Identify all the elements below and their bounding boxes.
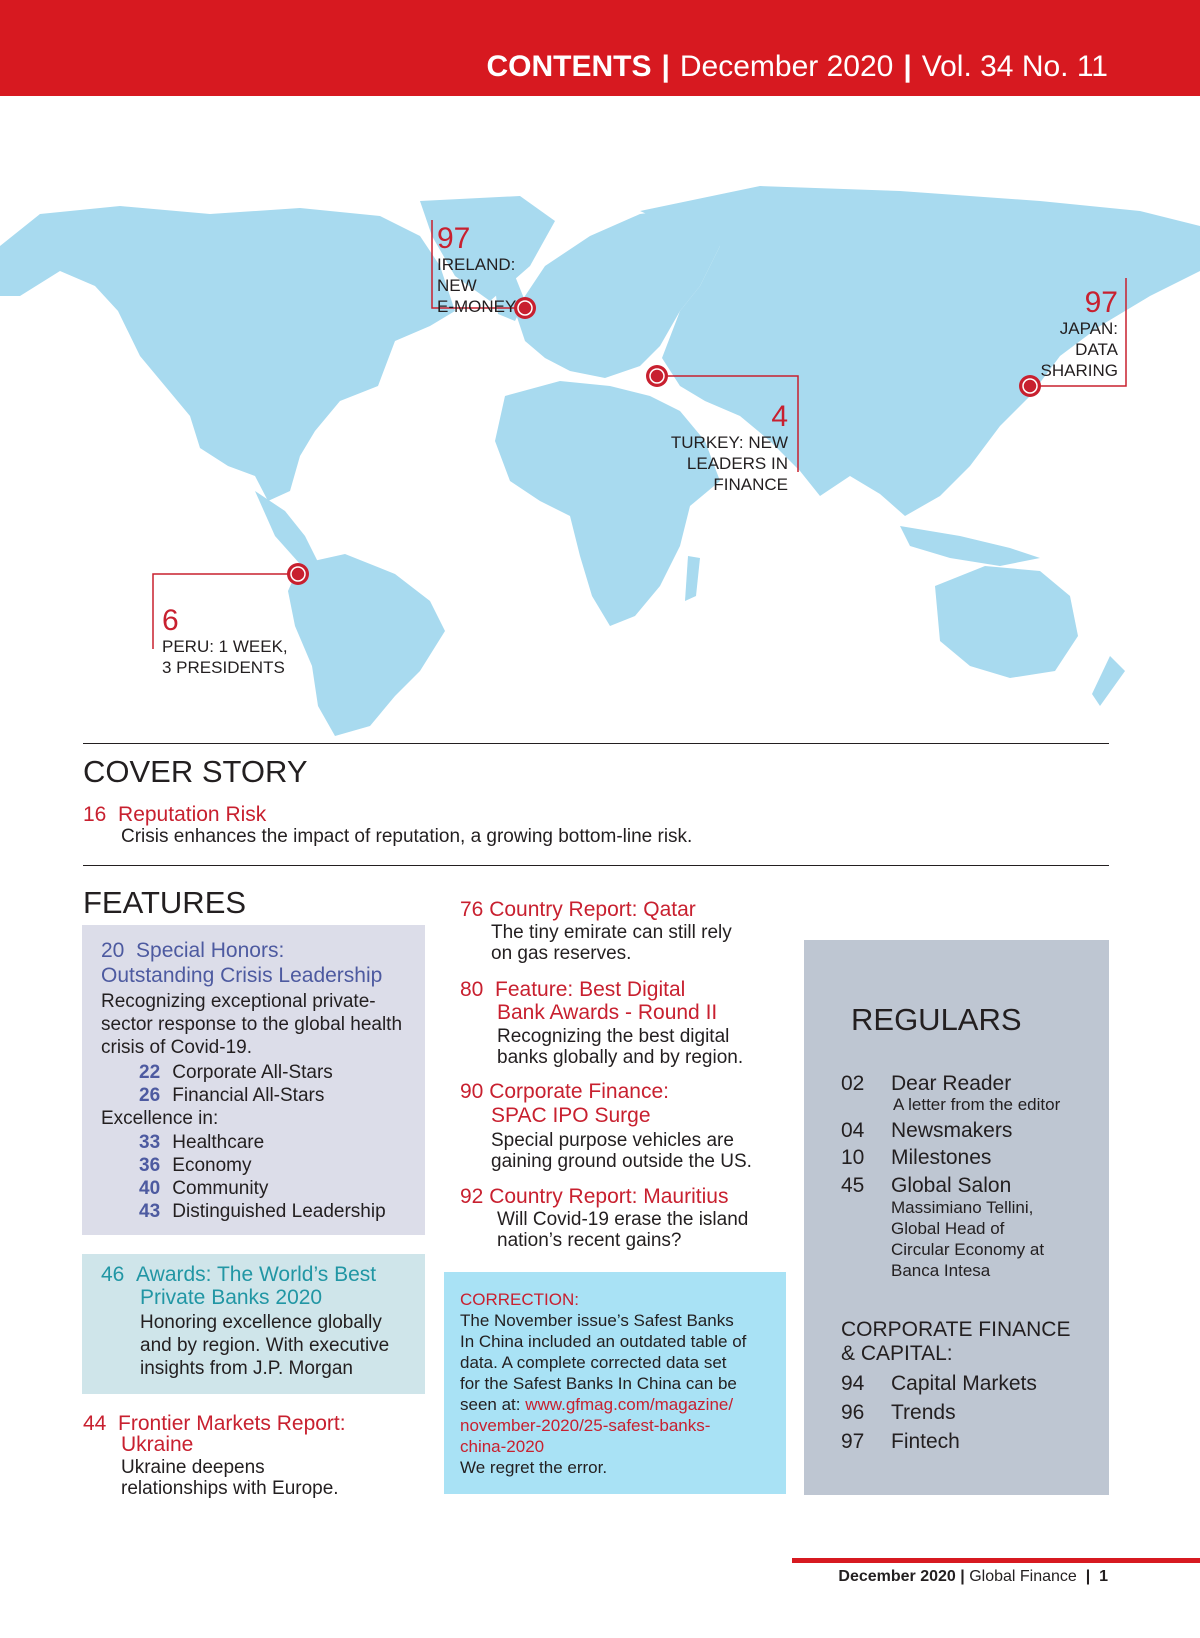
japan-marker (1019, 375, 1041, 397)
cover-story-heading: COVER STORY (83, 754, 308, 789)
sub-label: Corporate All-Stars (172, 1062, 333, 1083)
correction-line: data. A complete corrected data set (460, 1353, 727, 1372)
footer-publication: Global Finance (969, 1568, 1077, 1585)
page-number: 33 (139, 1132, 161, 1153)
item-sub: A letter from the editor (893, 1095, 1061, 1114)
item-label: Newsmakers (891, 1119, 1013, 1142)
sub-line: Banca Intesa (891, 1261, 991, 1280)
indonesia-shape (900, 526, 1040, 566)
sub-label: Financial All-Stars (172, 1085, 325, 1106)
callout-page-number: 97 (1084, 286, 1118, 319)
page-number: 96 (841, 1401, 865, 1424)
item-label: Dear Reader (891, 1072, 1012, 1095)
regulars-list (841, 1071, 1101, 1491)
item-label: Global Salon (891, 1174, 1012, 1197)
ireland-marker (514, 297, 536, 319)
australia-shape (935, 566, 1078, 678)
page-footer: December 2020 | Global Finance | 1 (838, 1568, 1108, 1585)
desc-line: nation’s recent gains? (497, 1230, 682, 1251)
callout-text: JAPAN: (1059, 319, 1118, 338)
desc-line: Ukraine deepens (121, 1457, 265, 1478)
sub-line: Circular Economy at (891, 1240, 1045, 1259)
callout-japan[interactable] (1041, 288, 1118, 381)
desc-line: Honoring excellence globally (140, 1312, 382, 1333)
callout-text: TURKEY: NEW (670, 433, 788, 452)
page-number: 1 (1099, 1568, 1108, 1585)
item-sub (891, 1197, 1044, 1281)
desc-line: Special purpose vehicles are (491, 1130, 734, 1151)
callout-ireland[interactable] (437, 224, 516, 317)
item-label: Trends (891, 1401, 956, 1424)
callout-text: IRELAND: (437, 255, 516, 274)
page-number: 94 (841, 1372, 865, 1395)
callout-text: FINANCE (713, 475, 788, 494)
article-description: Crisis enhances the impact of reputation, a growing bottom-line risk. (121, 826, 693, 847)
desc-line: Will Covid-19 erase the island (497, 1209, 749, 1230)
peru-marker (287, 563, 309, 585)
page-number: 36 (139, 1155, 161, 1176)
item-label: Milestones (891, 1146, 992, 1169)
article-description (140, 1311, 389, 1380)
north-america-shape (0, 206, 455, 501)
spac-link[interactable]: 90 Corporate Finance: (460, 1080, 669, 1103)
callout-page-number: 6 (162, 604, 179, 637)
sub-list-item[interactable] (139, 1200, 386, 1223)
page-number: 02 (841, 1072, 865, 1095)
regulars-heading: REGULARS (851, 1002, 1022, 1037)
callout-page-number: 4 (771, 400, 788, 433)
digital-bank-link[interactable] (460, 977, 685, 1002)
sub-list (139, 1061, 333, 1107)
cover-story-link[interactable] (83, 802, 266, 827)
article-description (497, 1209, 748, 1251)
issue-volume: Vol. 34 No. 11 (921, 50, 1108, 83)
sub-list-item[interactable] (139, 1177, 386, 1200)
correction-closing: We regret the error. (460, 1458, 608, 1477)
qatar-link[interactable]: 76 Country Report: Qatar (460, 898, 696, 921)
page-number: 20 (101, 939, 125, 962)
callout-peru[interactable] (162, 606, 288, 678)
central-america-shape (255, 491, 320, 566)
page-number: 16 (83, 803, 107, 826)
sub-list-item[interactable] (139, 1061, 333, 1084)
sub-label: Economy (172, 1155, 252, 1176)
corporate-finance-heading (841, 1318, 1070, 1366)
article-title: Ukraine (121, 1433, 194, 1456)
page-number: 10 (841, 1146, 865, 1169)
callout-text: 3 PRESIDENTS (162, 658, 285, 677)
page-number: 44 (83, 1412, 107, 1435)
article-description (497, 1026, 743, 1068)
awards-link[interactable] (101, 1262, 376, 1287)
madagascar-shape (685, 556, 700, 601)
desc-line: and by region. With executive (140, 1335, 390, 1356)
correction-url-link[interactable]: china-2020 (460, 1437, 545, 1456)
item-label: Capital Markets (891, 1372, 1037, 1395)
contents-label: CONTENTS (486, 50, 652, 83)
correction-url-link[interactable]: www.gfmag.com/magazine/ (525, 1395, 734, 1414)
heading-line: & CAPITAL: (841, 1342, 953, 1365)
article-title: Special Honors: (136, 939, 285, 962)
desc-line: sector response to the global health (101, 1014, 403, 1035)
correction-text (460, 1289, 746, 1478)
callout-text: E-MONEY (437, 297, 517, 316)
page-number: 26 (139, 1085, 161, 1106)
article-title: Frontier Markets Report: (118, 1412, 346, 1435)
correction-line: for the Safest Banks In China can be (460, 1374, 737, 1393)
callout-text: NEW (437, 276, 477, 295)
page-number: 97 (841, 1430, 865, 1453)
article-title: Awards: The World’s Best (136, 1263, 377, 1286)
correction-url-link[interactable]: november-2020/25-safest-banks- (460, 1416, 711, 1435)
south-america-shape (288, 554, 445, 736)
page-number: 22 (139, 1062, 161, 1083)
special-honors-link[interactable] (101, 938, 284, 963)
article-title: Private Banks 2020 (140, 1286, 323, 1309)
new-zealand-shape (1092, 656, 1125, 706)
page-number: 80 (460, 978, 484, 1001)
page-number: 43 (139, 1201, 161, 1222)
sub-label: Community (172, 1178, 269, 1199)
item-label: Fintech (891, 1430, 960, 1453)
mauritius-link[interactable]: 92 Country Report: Mauritius (460, 1185, 729, 1208)
divider (83, 865, 1109, 866)
article-description (491, 1130, 752, 1172)
issue-date: December 2020 (679, 50, 894, 83)
correction-line: In China included an outdated table of (460, 1332, 747, 1351)
desc-line: insights from J.P. Morgan (140, 1358, 353, 1379)
seen-at-label: seen at: (460, 1395, 526, 1414)
features-heading: FEATURES (83, 885, 247, 920)
desc-line: relationships with Europe. (121, 1478, 339, 1499)
header-title: CONTENTS | December 2020 | Vol. 34 No. 11 (486, 50, 1108, 83)
sub-line: Global Head of (891, 1219, 1005, 1238)
article-title: Outstanding Crisis Leadership (101, 964, 383, 987)
turkey-marker (646, 365, 668, 387)
correction-line (460, 1394, 746, 1415)
desc-line: crisis of Covid-19. (101, 1037, 252, 1058)
desc-line: Recognizing the best digital (497, 1026, 730, 1047)
correction-line: The November issue’s Safest Banks (460, 1311, 734, 1330)
sub-list-item[interactable] (139, 1131, 386, 1154)
page-number: 46 (101, 1263, 125, 1286)
divider (83, 743, 1109, 744)
excellence-label: Excellence in: (101, 1108, 219, 1129)
callout-text: SHARING (1040, 361, 1118, 380)
footer-bar (792, 1558, 1200, 1563)
sub-list (139, 1131, 386, 1223)
sub-label: Healthcare (172, 1132, 265, 1153)
heading-line: CORPORATE FINANCE (841, 1318, 1071, 1341)
callout-text: PERU: 1 WEEK, (162, 637, 288, 656)
sub-line: Massimiano Tellini, (891, 1198, 1034, 1217)
page-number: 40 (139, 1178, 161, 1199)
page-number: 04 (841, 1119, 865, 1142)
article-title: Feature: Best Digital (495, 978, 686, 1001)
sub-list-item[interactable] (139, 1084, 333, 1107)
correction-heading: CORRECTION: (460, 1290, 579, 1309)
callout-page-number: 97 (437, 222, 471, 255)
article-description (491, 922, 732, 964)
sub-list-item[interactable] (139, 1154, 386, 1177)
sub-label: Distinguished Leadership (172, 1201, 386, 1222)
desc-line: on gas reserves. (491, 943, 632, 964)
article-title: Bank Awards - Round II (497, 1001, 718, 1024)
callout-text: DATA (1075, 340, 1118, 359)
footer-date: December 2020 (838, 1568, 956, 1585)
article-description (121, 1457, 339, 1499)
article-description (101, 990, 402, 1059)
callout-text: LEADERS IN (686, 454, 788, 473)
article-title: Reputation Risk (118, 803, 267, 826)
desc-line: gaining ground outside the US. (491, 1151, 752, 1172)
desc-line: banks globally and by region. (497, 1047, 744, 1068)
callout-turkey[interactable] (671, 402, 788, 495)
article-title: SPAC IPO Surge (491, 1104, 651, 1127)
desc-line: Recognizing exceptional private- (101, 991, 376, 1012)
page-number: 45 (841, 1174, 865, 1197)
desc-line: The tiny emirate can still rely (491, 922, 732, 943)
